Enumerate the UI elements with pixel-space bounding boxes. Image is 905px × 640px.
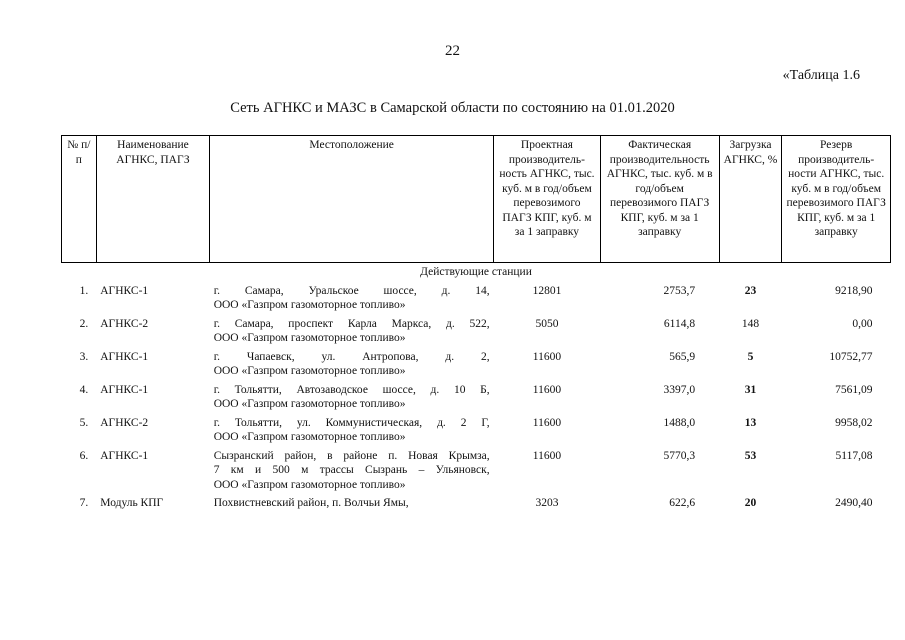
header-reserve: Резерв производитель-ности АГНКС, тыс. куб. м в год/объем перевозимого ПАГЗ КПГ, куб. м за 1 заправку (782, 136, 891, 263)
row-num: 1. (79, 284, 89, 297)
row-reserve: 10752,77 (829, 350, 873, 363)
row-load: 148 (741, 317, 760, 330)
location-line: г. Тольятти, ул. Коммунистическая, д. 2 Г, (213, 416, 490, 429)
location-line: г. Чапаевск, ул. Антропова, д. 2, (213, 350, 490, 363)
row-location (210, 282, 494, 315)
row-reserve: 5117,08 (835, 449, 873, 462)
row-num: 6. (79, 449, 89, 462)
row-reserve: 0,00 (852, 317, 873, 330)
row-actual: 565,9 (669, 350, 696, 363)
table-row (62, 447, 891, 495)
page-number: 22 (445, 43, 460, 59)
row-reserve: 9958,02 (835, 416, 873, 429)
row-load: 23 (744, 284, 757, 297)
row-name: Модуль КПГ (100, 497, 164, 509)
row-projected: 11600 (532, 350, 562, 363)
location-line: 7 км и 500 м трассы Сызрань – Ульяновск, (213, 464, 490, 476)
row-name: АГНКС-2 (100, 416, 149, 429)
row-num: 5. (79, 416, 89, 429)
table-label: «Таблица 1.6 (782, 68, 860, 83)
row-reserve: 7561,09 (835, 383, 873, 396)
header-projected: Проектная производитель-ность АГНКС, тыс. куб. м в год/объем перевозимого ПАГЗ КПГ, куб. м за 1 заправку (494, 136, 601, 263)
location-line: ООО «Газпром газомоторное топливо» (213, 299, 406, 311)
header-row (62, 136, 891, 263)
row-location (210, 381, 494, 414)
document-title: Сеть АГНКС и МАЗС в Самарской области по состоянию на 01.01.2020 (230, 100, 675, 116)
row-name: АГНКС-1 (100, 350, 149, 363)
location-line: ООО «Газпром газомоторное топливо» (213, 431, 406, 443)
table-row (62, 414, 891, 447)
table-row (62, 381, 891, 414)
row-name: АГНКС-1 (100, 449, 149, 462)
row-load: 5 (747, 350, 754, 363)
table-row (62, 282, 891, 315)
row-projected: 11600 (532, 416, 562, 429)
row-actual: 6114,8 (663, 317, 696, 330)
table-body (62, 263, 891, 513)
table-row (62, 315, 891, 348)
row-load: 20 (744, 497, 757, 509)
row-num: 2. (79, 317, 89, 330)
row-actual: 1488,0 (663, 416, 696, 429)
header-name: Наименование АГНКС, ПАГЗ (96, 136, 209, 263)
stations-table (61, 135, 891, 513)
row-projected: 12801 (532, 284, 562, 297)
row-projected: 5050 (535, 317, 559, 330)
location-line: ООО «Газпром газомоторное топливо» (213, 332, 406, 344)
row-reserve: 9218,90 (835, 284, 873, 297)
header-location: Местоположение (210, 136, 494, 263)
row-actual: 2753,7 (663, 284, 696, 297)
row-actual: 5770,3 (663, 449, 696, 462)
table-row (62, 494, 891, 513)
row-num: 7. (79, 497, 89, 509)
row-actual: 3397,0 (663, 383, 696, 396)
table-row (62, 348, 891, 381)
row-load: 53 (744, 449, 757, 462)
row-num: 4. (79, 383, 89, 396)
row-projected: 11600 (532, 383, 562, 396)
header-num: № п/п (62, 136, 97, 263)
table-header (62, 136, 891, 263)
location-line: г. Самара, Уральское шоссе, д. 14, (213, 284, 490, 297)
location-line: Сызранский район, в районе п. Новая Крымза, (213, 449, 490, 462)
row-projected: 3203 (535, 497, 559, 509)
header-load: Загрузка АГНКС, % (719, 136, 782, 263)
location-line: г. Тольятти, Автозаводское шоссе, д. 10 Б, (213, 383, 490, 396)
row-name: АГНКС-1 (100, 284, 149, 297)
location-line: ООО «Газпром газомоторное топливо» (213, 365, 406, 377)
row-name: АГНКС-2 (100, 317, 149, 330)
row-location (210, 315, 494, 348)
row-name: АГНКС-1 (100, 383, 149, 396)
row-load: 13 (744, 416, 757, 429)
location-line: Похвистневский район, п. Волчьи Ямы, (213, 497, 409, 509)
row-location (210, 447, 494, 495)
row-num: 3. (79, 350, 89, 363)
section-label: Действующие станции (420, 266, 532, 278)
location-line: ООО «Газпром газомоторное топливо» (213, 398, 406, 410)
row-actual: 622,6 (669, 497, 696, 509)
row-projected: 11600 (532, 449, 562, 462)
location-line: г. Самара, проспект Карла Маркса, д. 522, (213, 317, 490, 330)
section-row (62, 263, 891, 282)
header-actual: Фактическая производительность АГНКС, тыс. куб. м в год/объем перевозимого ПАГЗ КПГ, куб. м за 1 заправку (600, 136, 719, 263)
row-location (210, 348, 494, 381)
row-load: 31 (744, 383, 757, 396)
row-location (210, 414, 494, 447)
row-reserve: 2490,40 (835, 497, 873, 509)
location-line: ООО «Газпром газомоторное топливо» (213, 478, 406, 491)
row-location (210, 494, 494, 513)
